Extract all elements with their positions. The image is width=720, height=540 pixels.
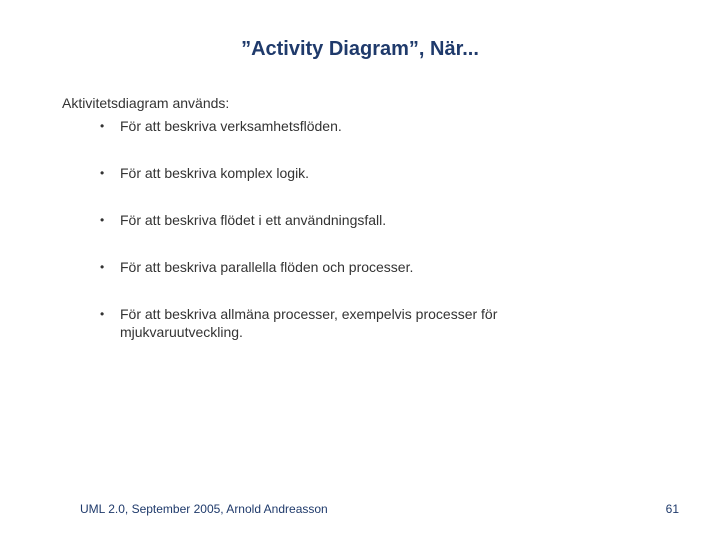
bullet-item — [100, 258, 570, 276]
bullet-text: För att beskriva verksamhetsflöden. — [120, 118, 342, 134]
intro-text: Aktivitetsdiagram används: — [62, 95, 230, 111]
bullet-text: För att beskriva allmäna processer, exempelvis processer för mjukvaruutveckling. — [120, 306, 498, 340]
bullet-item — [100, 211, 570, 229]
footer-source: UML 2.0, September 2005, Arnold Andreasson — [80, 502, 328, 516]
bullet-text: För att beskriva flödet i ett användningsfall. — [120, 212, 387, 228]
bullet-item — [100, 164, 570, 182]
bullet-text: För att beskriva parallella flöden och processer. — [120, 259, 414, 275]
bullet-item — [100, 305, 570, 341]
bullet-icon: • — [100, 213, 105, 227]
slide-title: ”Activity Diagram”, När... — [241, 38, 479, 60]
page-number: 61 — [665, 502, 679, 516]
bullet-icon: • — [100, 166, 105, 180]
bullet-icon: • — [100, 260, 105, 274]
bullet-item — [100, 117, 570, 135]
bullet-text: För att beskriva komplex logik. — [120, 165, 310, 181]
bullet-icon: • — [100, 307, 105, 321]
bullet-list — [100, 117, 570, 370]
bullet-icon: • — [100, 119, 105, 133]
